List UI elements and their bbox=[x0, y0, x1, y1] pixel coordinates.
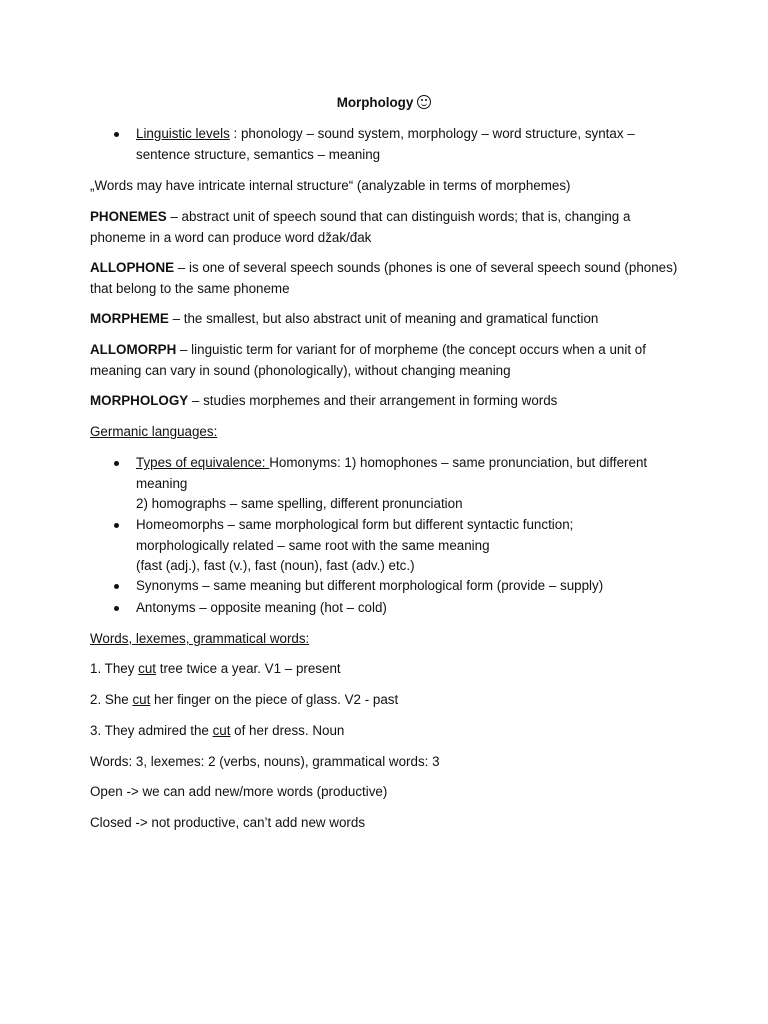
allophone-term: ALLOPHONE bbox=[90, 260, 175, 275]
example-3-pre: 3. They admired the bbox=[90, 723, 213, 738]
linguistic-levels-text: : phonology – sound system, morphology – word structure, syntax – bbox=[229, 126, 635, 141]
example-2-word: cut bbox=[132, 692, 151, 707]
linguistic-levels-label: Linguistic levels bbox=[136, 126, 230, 141]
bullet-dot bbox=[114, 461, 119, 466]
morphology-def: – studies morphemes and their arrangement in forming words bbox=[188, 393, 558, 408]
phonemes-paragraph bbox=[90, 207, 690, 248]
allomorph-paragraph bbox=[90, 340, 690, 381]
synonyms-item: Synonyms – same meaning but different morphological form (provide – supply) bbox=[136, 578, 604, 593]
equivalence-text-3: 2) homographs – same spelling, different pronunciation bbox=[136, 496, 463, 511]
homeomorphs-text: Homeomorphs – same morphological form but different syntactic function; bbox=[136, 517, 574, 532]
quote-paragraph: „Words may have intricate internal structure“ (analyzable in terms of morphemes) bbox=[90, 178, 571, 193]
equivalence-label: Types of equivalence: bbox=[136, 455, 270, 470]
homeomorphs-item bbox=[136, 515, 696, 577]
example-2-pre: 2. She bbox=[90, 692, 133, 707]
example-1 bbox=[90, 659, 690, 680]
bullet-dot bbox=[114, 523, 119, 528]
morphology-paragraph bbox=[90, 391, 690, 412]
morpheme-term: MORPHEME bbox=[90, 311, 169, 326]
example-2-post: her finger on the piece of glass. V2 - past bbox=[150, 692, 399, 707]
bullet-dot bbox=[114, 132, 119, 137]
linguistic-levels-item bbox=[136, 124, 696, 165]
example-1-word: cut bbox=[138, 661, 157, 676]
germanic-heading: Germanic languages: bbox=[90, 424, 218, 439]
morpheme-def: – the smallest, but also abstract unit of meaning and gramatical function bbox=[168, 311, 599, 326]
bullet-dot bbox=[114, 584, 119, 589]
title-text: Morphology bbox=[336, 95, 414, 110]
example-1-post: tree twice a year. V1 – present bbox=[156, 661, 341, 676]
example-2 bbox=[90, 690, 690, 711]
example-3-post: of her dress. Noun bbox=[230, 723, 345, 738]
equivalence-item bbox=[136, 453, 696, 515]
allomorph-def: – linguistic term for variant for of morpheme (the concept occurs when a unit of bbox=[176, 342, 646, 357]
allophone-def-2: that belong to the same phoneme bbox=[90, 280, 290, 296]
phonemes-term: PHONEMES bbox=[90, 209, 167, 224]
counts-paragraph: Words: 3, lexemes: 2 (verbs, nouns), grammatical words: 3 bbox=[90, 754, 440, 769]
phonemes-def-2: phoneme in a word can produce word džak/đak bbox=[90, 229, 372, 245]
homeomorphs-text-2: morphologically related – same root with the same meaning bbox=[136, 537, 490, 553]
words-heading: Words, lexemes, grammatical words: bbox=[90, 631, 310, 646]
allophone-def: – is one of several speech sounds (phones is one of several speech sound (phones) bbox=[174, 260, 678, 275]
equivalence-text-2: meaning bbox=[136, 475, 188, 491]
allomorph-term: ALLOMORPH bbox=[90, 342, 177, 357]
example-3 bbox=[90, 721, 690, 742]
page-title bbox=[0, 93, 768, 113]
equivalence-text: Homonyms: 1) homophones – same pronunciation, but different bbox=[269, 455, 648, 470]
allomorph-def-2: meaning can vary in sound (phonologically), without changing meaning bbox=[90, 362, 511, 378]
example-1-pre: 1. They bbox=[90, 661, 139, 676]
morpheme-paragraph bbox=[90, 309, 690, 330]
linguistic-levels-text-2: sentence structure, semantics – meaning bbox=[136, 146, 381, 162]
allophone-paragraph bbox=[90, 258, 690, 299]
phonemes-def: – abstract unit of speech sound that can distinguish words; that is, changing a bbox=[166, 209, 631, 224]
smiley-icon bbox=[417, 95, 431, 109]
antonyms-item: Antonyms – opposite meaning (hot – cold) bbox=[136, 600, 387, 615]
closed-paragraph: Closed -> not productive, can’t add new words bbox=[90, 815, 366, 830]
open-paragraph: Open -> we can add new/more words (productive) bbox=[90, 784, 388, 799]
homeomorphs-text-3: (fast (adj.), fast (v.), fast (noun), fast (adv.) etc.) bbox=[136, 558, 415, 573]
example-3-word: cut bbox=[212, 723, 231, 738]
morphology-term: MORPHOLOGY bbox=[90, 393, 189, 408]
bullet-dot bbox=[114, 606, 119, 611]
